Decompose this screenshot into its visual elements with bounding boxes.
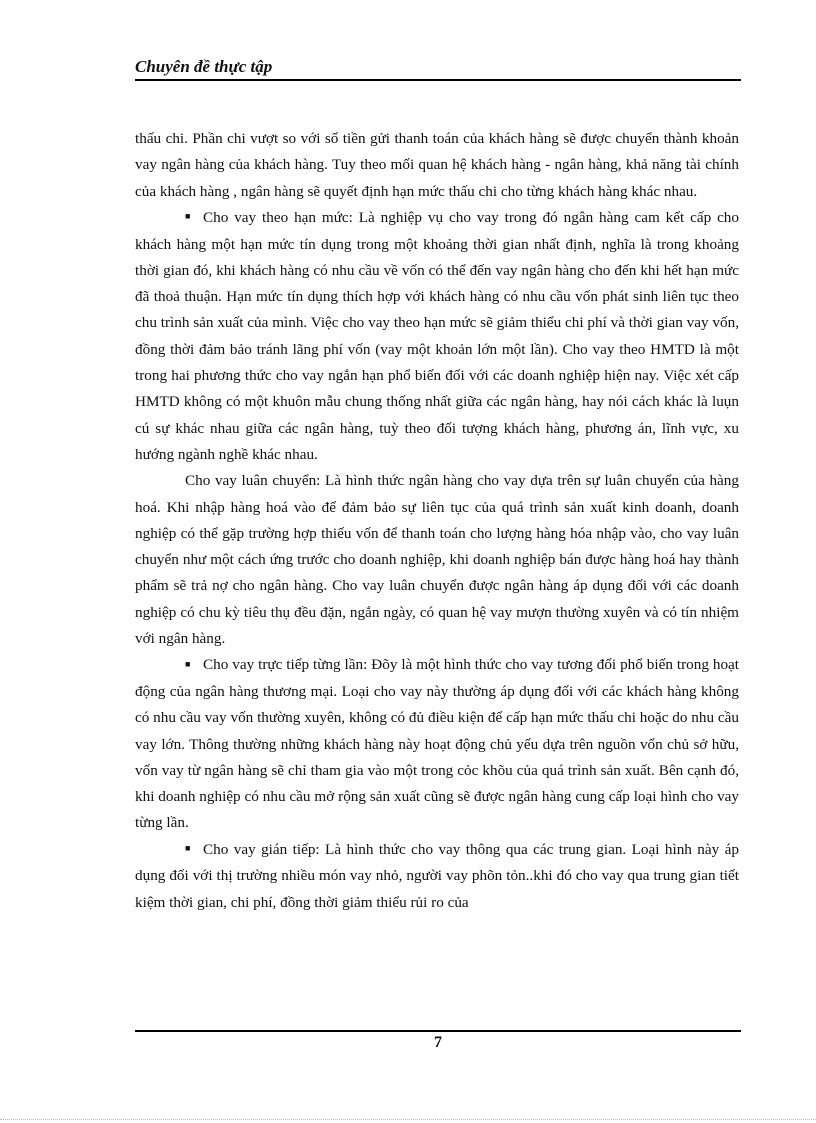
paragraph-text: Cho vay trực tiếp từng lần: Đõy là một hình thức cho vay tương đối phổ biến trong hoạt động của ngân hàng thương mại. Loại cho vay này thường áp dụng đối với các khách hàng không có nhu cầu vay vốn thường xuyên, không có đủ điều kiện để cấp hạn mức thấu chi hoặc do nhu cầu vay lớn. Thông thường những khách hàng này hoạt động chủ yếu dựa trên nguồn vốn chủ sở hữu, vốn vay từ ngân hàng sẽ chỉ tham gia vào một trong cỏc khõu của quá trình sản xuất. Bên cạnh đó, khi doanh nghiệp có nhu cầu mở rộng sản xuất cũng sẽ được ngân hàng cung cấp loại hình cho vay từng lần. xyxy=(135,656,739,832)
page-header xyxy=(135,56,741,81)
paragraph-text: Cho vay gián tiếp: Là hình thức cho vay thông qua các trung gian. Loại hình này áp dụng đối với thị trường nhiều món vay nhỏ, người vay phõn tỏn..khi đó cho vay qua trung gian tiết kiệm thời gian, chi phí, đồng thời giảm thiểu rủi ro của xyxy=(135,840,739,911)
paragraph-direct-lending xyxy=(135,652,739,836)
paragraph-indirect-lending xyxy=(135,837,739,916)
bullet-square-icon: ■ xyxy=(185,658,191,669)
bullet-square-icon: ■ xyxy=(185,843,191,854)
paragraph-text: Cho vay theo hạn mức: Là nghiệp vụ cho vay trong đó ngân hàng cam kết cấp cho khách hàng một hạn mức tín dụng trong một khoảng thời gian nhất định, nghĩa là trong khoảng thời gian đó, khi khách hàng có nhu cầu về vốn có thể đến vay ngân hàng cho đến khi hết hạn mức đã thoả thuận. Hạn mức tín dụng thích hợp với khách hàng có nhu cầu vốn phát sinh liên tục theo chu trình sản xuất của mình. Việc cho vay theo hạn mức sẽ giảm thiểu chi phí và thời gian vay vốn, đồng thời đảm bảo tránh lãng phí vốn (vay một khoản lớn một lần). Cho vay theo HMTD là một trong hai phương thức cho vay ngắn hạn phổ biến đối với các doanh nghiệp hiện nay. Việc xét cấp HMTD không có một khuôn mẫu chung thống nhất giữa các ngân hàng, hay nói cách khác là luụn cú sự khác nhau giữa các ngân hàng, tuỳ theo đối tượng khách hàng, phương án, lĩnh vực, xu hướng ngành nghề khác nhau. xyxy=(135,208,739,463)
paragraph-revolving-lending: Cho vay luân chuyển: Là hình thức ngân hàng cho vay dựa trên sự luân chuyển của hàng hoá. Khi nhập hàng hoá vào để đảm bảo sự liên tục của quá trình sản xuất kinh doanh, doanh nghiệp có thể gặp trường hợp thiếu vốn để thanh toán cho lượng hàng hóa nhập vào, cho vay luân chuyển như một cách ứng trước cho doanh nghiệp, khi doanh nghiệp bán được hàng hoá hay thành phẩm sẽ trả nợ cho ngân hàng. Cho vay luân chuyển được ngân hàng áp dụng đối với các doanh nghiệp có chu kỳ tiêu thụ đều đặn, ngắn ngày, có quan hệ vay mượn thường xuyên và có tín nhiệm với ngân hàng. xyxy=(135,472,739,647)
paragraph-overdraft-continuation: thấu chi. Phần chi vượt so với số tiền gửi thanh toán của khách hàng sẽ được chuyển thành khoản vay ngân hàng của khách hàng. Tuy theo mối quan hệ khách hàng - ngân hàng, khả năng tài chính của khách hàng , ngân hàng sẽ quyết định hạn mức thấu chi cho từng khách hàng khác nhau. xyxy=(135,130,739,200)
page-number: 7 xyxy=(434,1034,442,1051)
body-text xyxy=(135,126,739,916)
footer-divider xyxy=(135,1030,741,1032)
header-title: Chuyên đề thực tập xyxy=(135,57,273,76)
header-divider xyxy=(135,79,741,81)
page-edge-divider xyxy=(0,1119,816,1120)
bullet-square-icon: ■ xyxy=(185,211,191,222)
paragraph-credit-line-lending xyxy=(135,205,739,468)
